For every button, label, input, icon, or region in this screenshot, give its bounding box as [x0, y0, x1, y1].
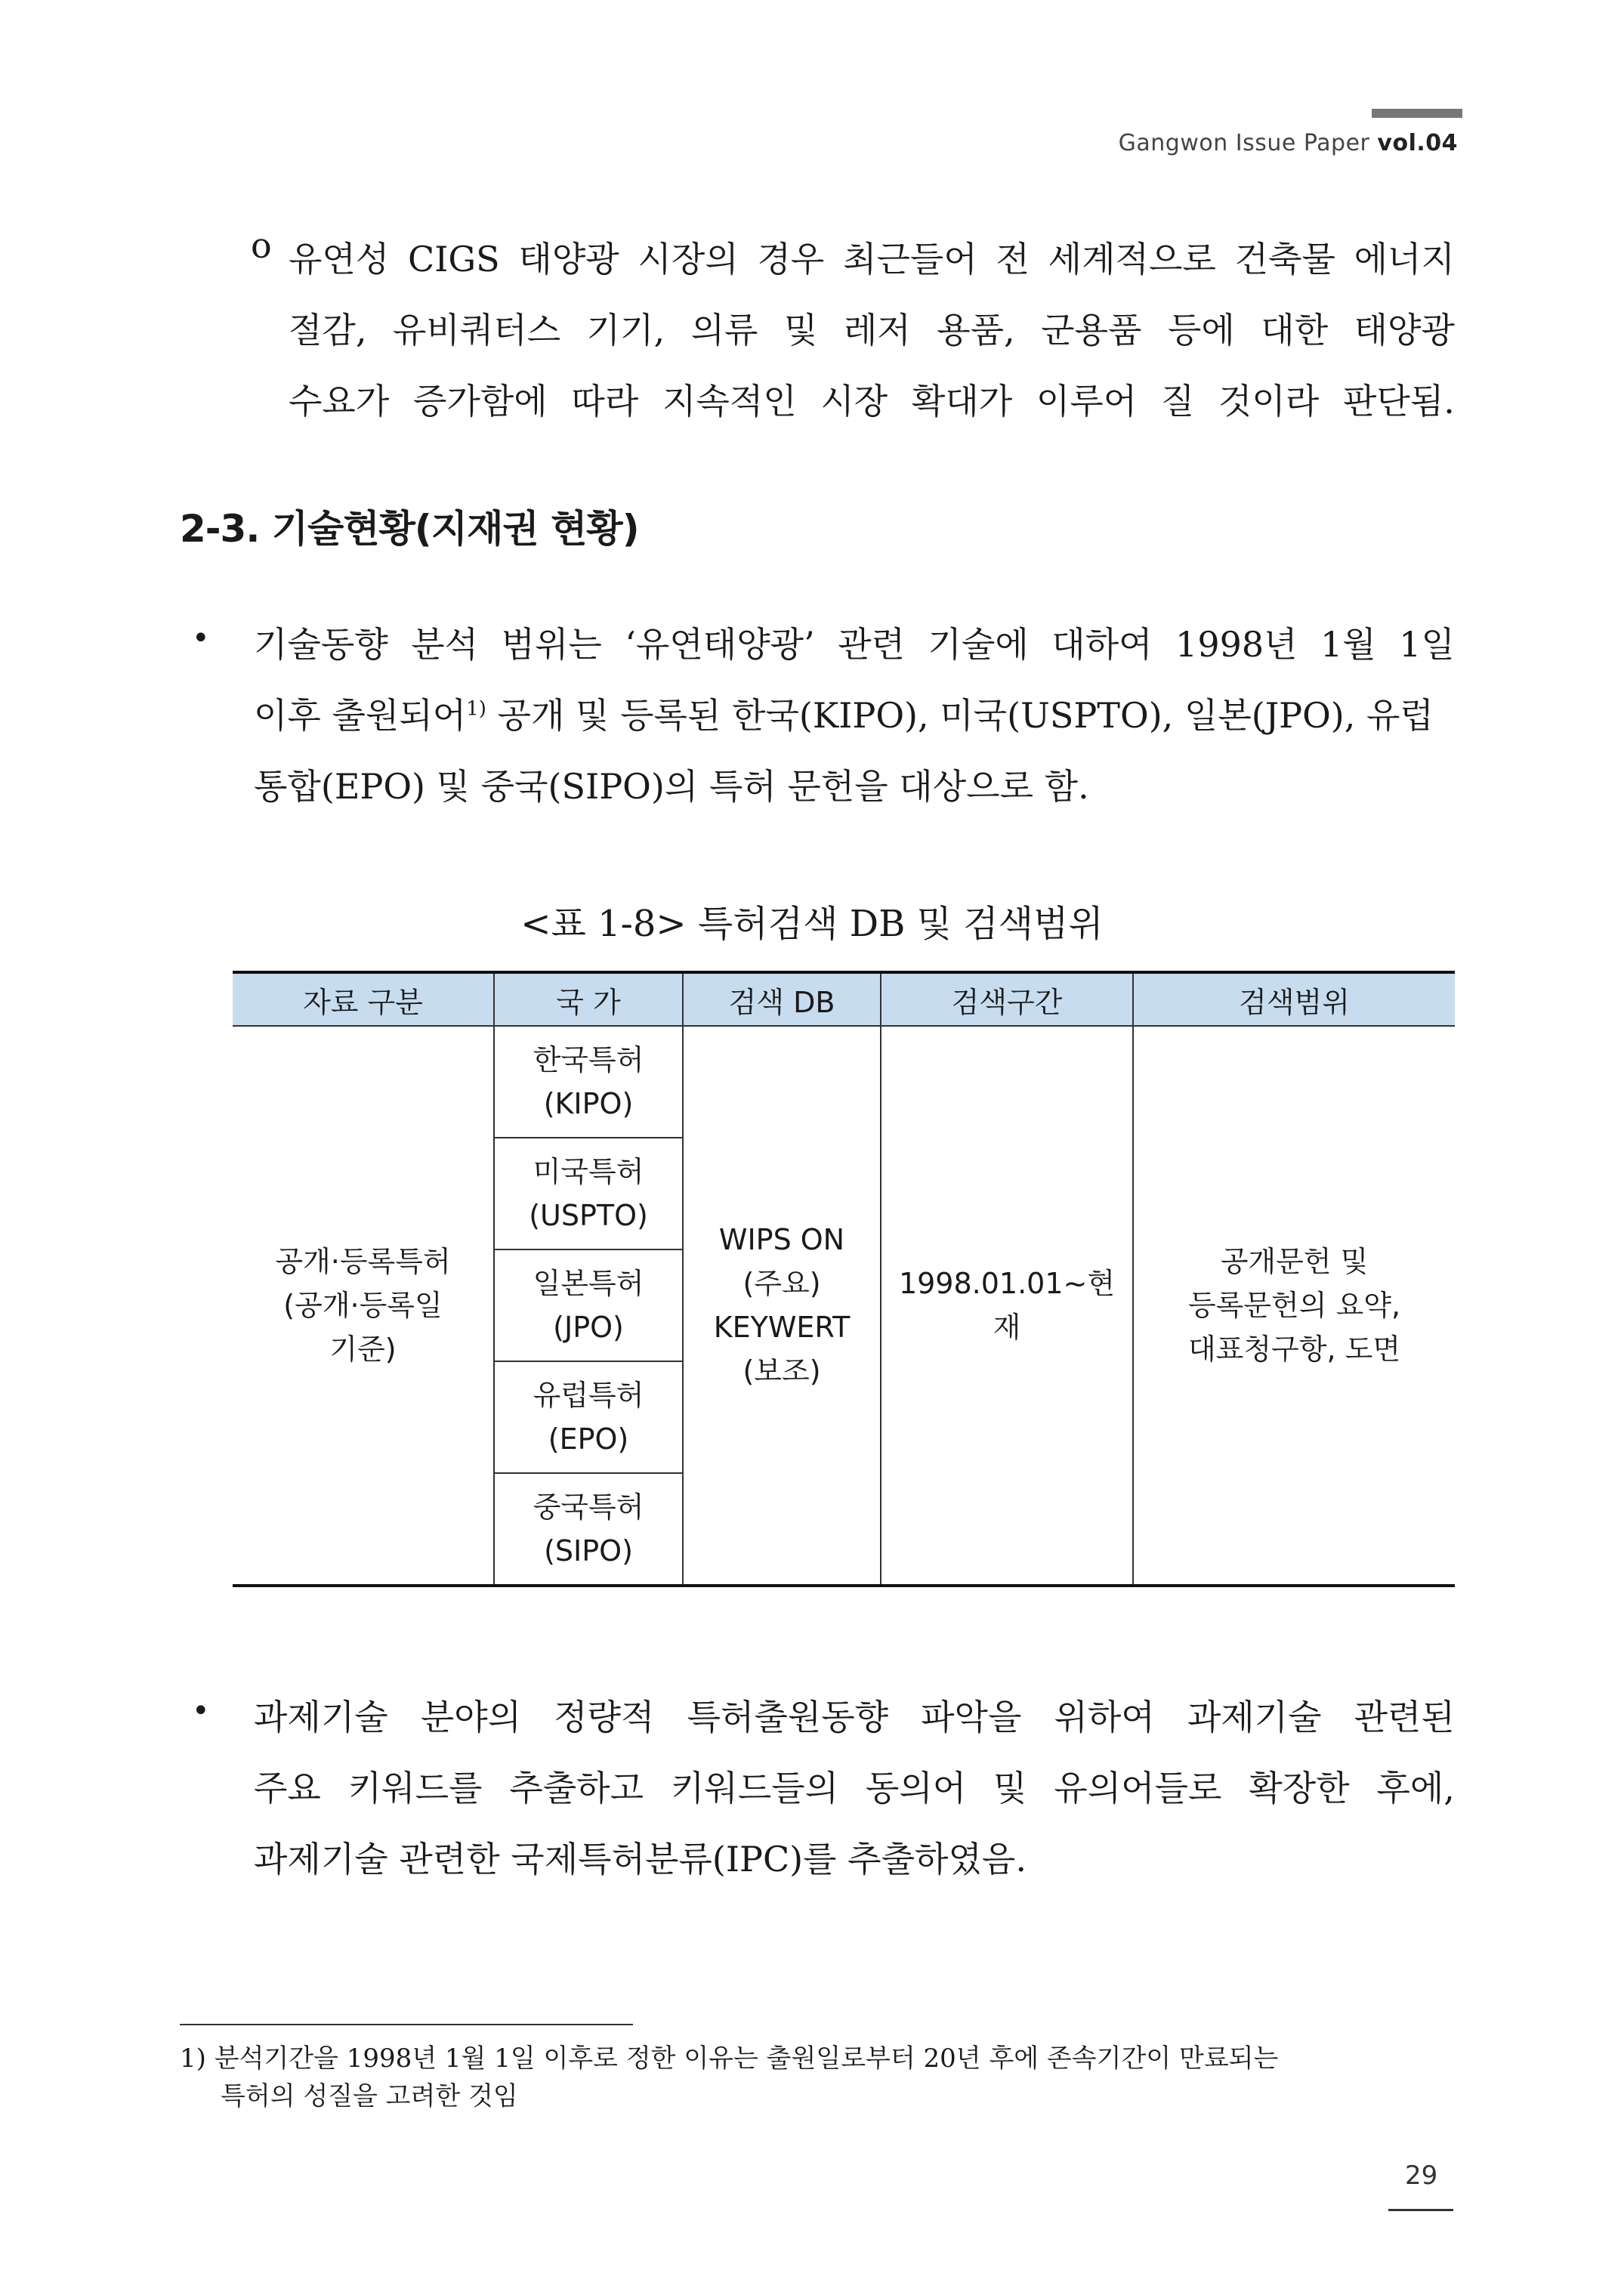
- column-header: 검색 DB: [683, 972, 881, 1026]
- line-text-pre: 이후 출원되어: [254, 695, 467, 736]
- table-row: [233, 1026, 1455, 1138]
- running-header: [1119, 130, 1458, 156]
- scope-cell: [1133, 1026, 1455, 1586]
- cell-line: WIPS ON: [718, 1223, 845, 1256]
- cell-line: 공개문헌 및: [1220, 1245, 1369, 1278]
- bullet-paragraph-ipc: [254, 1682, 1455, 1895]
- cell-line: (보조): [743, 1354, 821, 1388]
- column-header: 검색구간: [881, 972, 1133, 1026]
- patent-search-table: [233, 971, 1455, 1587]
- cell-line: (주요): [743, 1267, 821, 1300]
- category-cell: [233, 1026, 494, 1586]
- country-name: 일본특허: [533, 1267, 644, 1300]
- country-cell: [494, 1361, 683, 1473]
- intro-paragraph: [289, 224, 1455, 437]
- text-line: [254, 1824, 1455, 1895]
- line-text-post: 공개 및 등록된 한국(KIPO), 미국(USPTO), 일본(JPO), 유럽: [486, 695, 1434, 736]
- country-name: 유럽특허: [533, 1379, 644, 1412]
- cell-line: KEYWERT: [713, 1311, 851, 1344]
- section-title: 2-3. 기술현황(지재권 현황): [180, 507, 639, 551]
- footnote-separator: [180, 2024, 633, 2025]
- line-text: 과제기술 관련한 국제특허분류(IPC)를 추출하였음.: [254, 1839, 1027, 1880]
- text-line: [289, 224, 1455, 295]
- country-name: 한국특허: [533, 1043, 644, 1076]
- text-line: [289, 295, 1455, 366]
- header-volume: vol.04: [1377, 130, 1458, 156]
- country-cell: [494, 1026, 683, 1138]
- country-name: 중국특허: [533, 1490, 644, 1524]
- line-text: [254, 680, 1434, 751]
- footnote-line: [180, 2040, 1464, 2077]
- bullet-marker: •: [192, 1694, 210, 1728]
- page-number: 29: [1405, 2161, 1438, 2191]
- bullet-marker: •: [192, 621, 210, 656]
- line-text: 절감, 유비쿼터스 기기, 의류 및 레저 용품, 군용품 등에 대한 태양광: [289, 310, 1455, 351]
- header-rule: [1372, 109, 1462, 118]
- text-line: [254, 1682, 1455, 1753]
- text-line: [254, 751, 1455, 822]
- table-header-row: [233, 972, 1455, 1026]
- line-text: 과제기술 분야의 정량적 특허출원동향 파악을 위하여 과제기술 관련된: [254, 1697, 1455, 1737]
- footnote: [180, 2040, 1464, 2115]
- text-line: [289, 366, 1455, 437]
- cell-line: 등록문헌의 요약,: [1187, 1289, 1401, 1322]
- country-cell: [494, 1473, 683, 1586]
- country-cell: [494, 1249, 683, 1361]
- country-code: (JPO): [553, 1311, 624, 1344]
- text-line: [254, 680, 1455, 751]
- header-title: Gangwon Issue Paper: [1118, 130, 1370, 156]
- cell-line: 대표청구항, 도면: [1187, 1333, 1401, 1366]
- cell-line: (공개·등록일: [283, 1289, 443, 1322]
- line-text: 통합(EPO) 및 중국(SIPO)의 특허 문헌을 대상으로 함.: [254, 766, 1089, 807]
- period-cell: 1998.01.01~현재: [881, 1026, 1133, 1586]
- text-line: [254, 1753, 1455, 1824]
- country-code: (USPTO): [529, 1199, 648, 1232]
- footnote-line: [180, 2077, 1464, 2115]
- line-text: 수요가 증가함에 따라 지속적인 시장 확대가 이루어 질 것이라 판단됨.: [289, 381, 1455, 422]
- footnote-text: 분석기간을 1998년 1월 1일 이후로 정한 이유는 출원일로부터 20년 후에 존속기간이 만료되는: [214, 2043, 1279, 2074]
- footnote-text: 특허의 성질을 고려한 것임: [221, 2081, 518, 2111]
- text-line: [254, 609, 1455, 680]
- country-code: (KIPO): [543, 1087, 634, 1120]
- search-db-cell: [683, 1026, 881, 1586]
- column-header: 검색범위: [1133, 972, 1455, 1026]
- page-number-rule: [1388, 2209, 1453, 2211]
- line-text: 주요 키워드를 추출하고 키워드들의 동의어 및 유의어들로 확장한 후에,: [254, 1768, 1455, 1809]
- cell-line: 공개·등록특허: [275, 1245, 451, 1278]
- country-code: (SIPO): [544, 1534, 633, 1568]
- table-caption: <표 1-8> 특허검색 DB 및 검색범위: [520, 903, 1104, 945]
- line-text: 기술동향 분석 범위는 ‘유연태양광’ 관련 기술에 대하여 1998년 1월 1일: [254, 624, 1455, 665]
- footnote-number: 1): [180, 2043, 206, 2074]
- line-text: 유연성 CIGS 태양광 시장의 경우 최근들어 전 세계적으로 건축물 에너지: [289, 239, 1455, 280]
- cell-line: 기준): [329, 1333, 397, 1366]
- country-code: (EPO): [548, 1422, 629, 1456]
- bullet-paragraph-scope: [254, 609, 1455, 822]
- list-marker: o: [251, 225, 272, 266]
- footnote-ref: 1): [466, 697, 486, 721]
- country-cell: [494, 1138, 683, 1249]
- column-header: 자료 구분: [233, 972, 494, 1026]
- column-header: 국 가: [494, 972, 683, 1026]
- country-name: 미국특허: [533, 1155, 644, 1188]
